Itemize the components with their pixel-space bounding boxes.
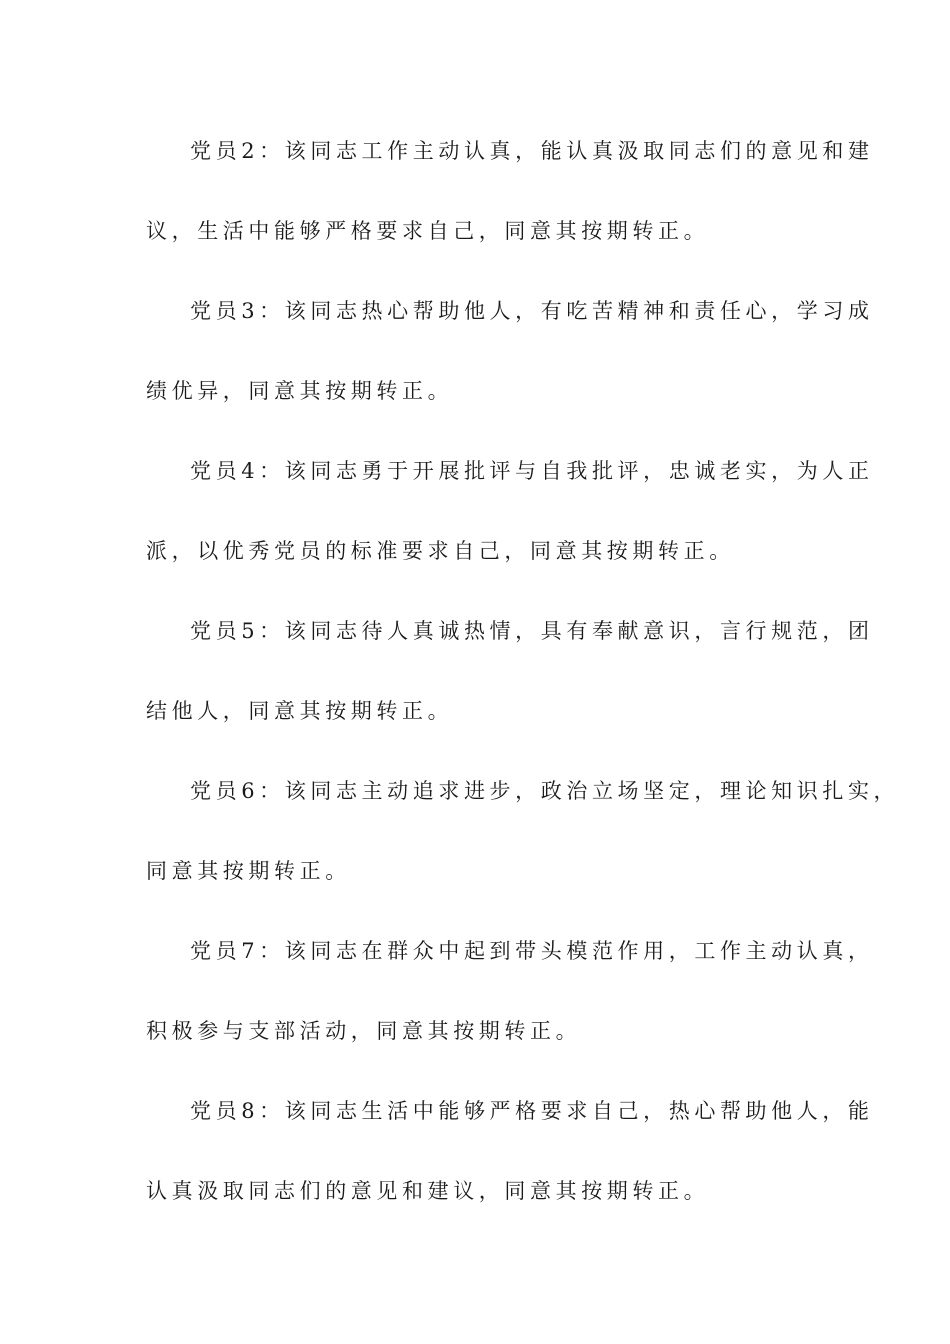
paragraph-line: 党员3：该同志热心帮助他人，有吃苦精神和责任心，学习成 <box>190 299 874 323</box>
member-review-paragraph <box>146 128 874 288</box>
paragraph-line: 党员2：该同志工作主动认真，能认真汲取同志们的意见和建 <box>190 139 874 163</box>
paragraph-line: 党员5：该同志待人真诚热情，具有奉献意识，言行规范，团 <box>190 619 874 643</box>
document-body <box>146 128 900 1248</box>
paragraph-line: 党员7：该同志在群众中起到带头模范作用，工作主动认真， <box>190 939 874 963</box>
member-review-paragraph <box>146 768 900 928</box>
member-review-paragraph <box>146 288 874 448</box>
paragraph-line: 党员6：该同志主动追求进步，政治立场坚定，理论知识扎实， <box>190 779 900 803</box>
paragraph-line: 派，以优秀党员的标准要求自己，同意其按期转正。 <box>146 539 735 563</box>
member-review-paragraph <box>146 1088 874 1248</box>
paragraph-line: 结他人，同意其按期转正。 <box>146 699 454 723</box>
paragraph-line: 同意其按期转正。 <box>146 859 351 883</box>
paragraph-line: 党员8：该同志生活中能够严格要求自己，热心帮助他人，能 <box>190 1099 874 1123</box>
paragraph-line: 积极参与支部活动，同意其按期转正。 <box>146 1019 582 1043</box>
member-review-paragraph <box>146 928 874 1088</box>
paragraph-line: 绩优异，同意其按期转正。 <box>146 379 454 403</box>
paragraph-line: 认真汲取同志们的意见和建议，同意其按期转正。 <box>146 1179 710 1203</box>
paragraph-line: 议，生活中能够严格要求自己，同意其按期转正。 <box>146 219 710 243</box>
member-review-paragraph <box>146 608 874 768</box>
paragraph-line: 党员4：该同志勇于开展批评与自我批评，忠诚老实，为人正 <box>190 459 874 483</box>
member-review-paragraph <box>146 448 874 608</box>
